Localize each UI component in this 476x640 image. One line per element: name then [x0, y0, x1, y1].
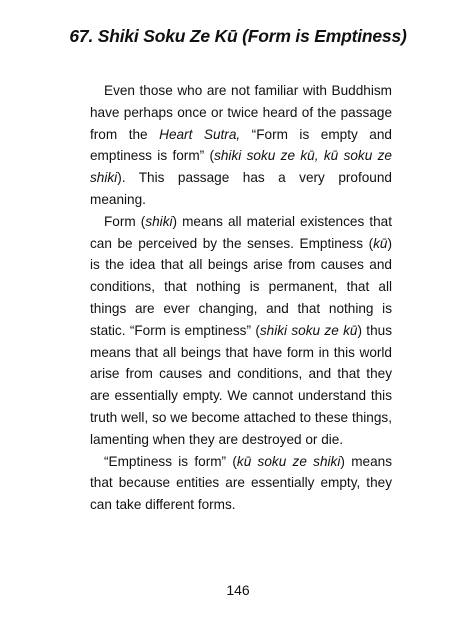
text-run: “Form is empty and emptiness is form” ( [90, 126, 392, 164]
text-run: Form ( [104, 213, 146, 229]
text-run: “Emptiness is form” ( [104, 453, 237, 469]
body-paragraph [90, 451, 392, 516]
text-run: ) means all material existences that can be perceived by the senses. Emptiness ( [90, 213, 392, 251]
text-run: Even those who are not familiar with Buddhism have perhaps once or twice heard of the passage from the [90, 83, 392, 142]
text-run: ) is the idea that all beings arise from causes and conditions, that nothing is permanent, that all things are ever changing, and that nothing is static. “Form is emptiness” ( [90, 235, 392, 338]
body-text [90, 80, 392, 516]
italic-run: shiki [145, 213, 173, 229]
page-number: 146 [226, 582, 250, 598]
italic-run: Heart Sutra, [159, 126, 241, 142]
text-run: ) thus means that all beings that have form in this world arise from causes and conditions, and that they are essentially empty. We cannot understand this truth well, so we become attached to these things, lamenting when they are destroyed or die. [90, 322, 392, 447]
italic-run: shiki soku ze kū, kū soku ze shiki [90, 148, 392, 186]
italic-run: kū soku ze shiki [236, 453, 341, 469]
text-run: ). This passage has a very profound meaning. [90, 170, 392, 207]
body-paragraph [90, 211, 392, 451]
text-run: ) means that because entities are essentially empty, they can take different forms. [90, 453, 393, 513]
italic-run: kū [373, 235, 388, 251]
italic-run: shiki soku ze kū [259, 322, 358, 338]
section-heading: 67. Shiki Soku Ze Kū (Form is Emptiness) [69, 26, 407, 46]
body-paragraph [90, 80, 392, 211]
